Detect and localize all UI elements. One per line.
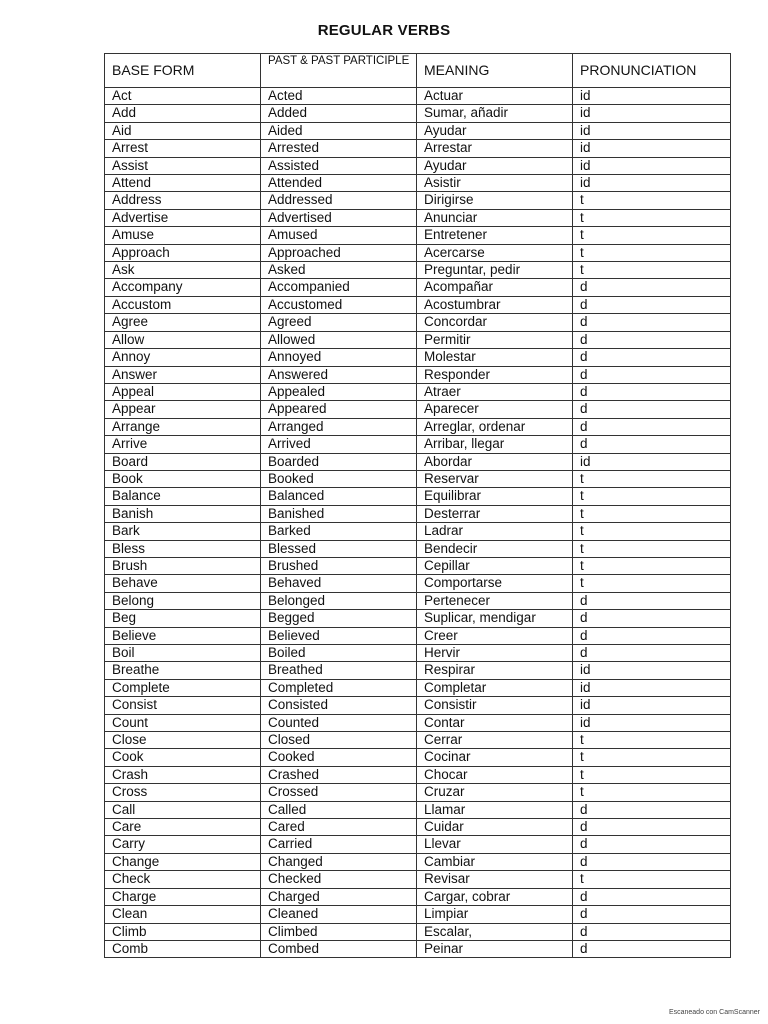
- pronunciation-cell: d: [573, 853, 731, 870]
- table-row: [105, 766, 731, 783]
- table-row: [105, 296, 731, 313]
- pronunciation-cell: d: [573, 331, 731, 348]
- pronunciation-cell: d: [573, 592, 731, 609]
- past-form-cell: Cleaned: [261, 906, 417, 923]
- base-form-cell: Brush: [105, 557, 261, 574]
- pronunciation-cell: t: [573, 784, 731, 801]
- base-form-cell: Approach: [105, 244, 261, 261]
- meaning-cell: Molestar: [417, 349, 573, 366]
- table-row: [105, 105, 731, 122]
- meaning-cell: Suplicar, mendigar: [417, 610, 573, 627]
- past-form-cell: Approached: [261, 244, 417, 261]
- base-form-cell: Charge: [105, 888, 261, 905]
- pronunciation-cell: d: [573, 401, 731, 418]
- pronunciation-cell: t: [573, 244, 731, 261]
- pronunciation-cell: t: [573, 766, 731, 783]
- meaning-cell: Concordar: [417, 314, 573, 331]
- pronunciation-cell: id: [573, 679, 731, 696]
- base-form-cell: Care: [105, 819, 261, 836]
- pronunciation-cell: d: [573, 314, 731, 331]
- table-row: [105, 88, 731, 105]
- meaning-cell: Cambiar: [417, 853, 573, 870]
- base-form-cell: Arrive: [105, 436, 261, 453]
- meaning-cell: Acostumbrar: [417, 296, 573, 313]
- past-form-cell: Accompanied: [261, 279, 417, 296]
- base-form-cell: Belong: [105, 592, 261, 609]
- pronunciation-cell: d: [573, 906, 731, 923]
- meaning-cell: Responder: [417, 366, 573, 383]
- table-row: [105, 871, 731, 888]
- table-row: [105, 523, 731, 540]
- pronunciation-cell: d: [573, 940, 731, 957]
- meaning-cell: Arribar, llegar: [417, 436, 573, 453]
- meaning-cell: Llamar: [417, 801, 573, 818]
- past-form-cell: Believed: [261, 627, 417, 644]
- meaning-cell: Acompañar: [417, 279, 573, 296]
- table-row: [105, 749, 731, 766]
- meaning-cell: Acercarse: [417, 244, 573, 261]
- table-row: [105, 732, 731, 749]
- pronunciation-cell: t: [573, 227, 731, 244]
- table-row: [105, 453, 731, 470]
- base-form-cell: Annoy: [105, 349, 261, 366]
- past-form-cell: Climbed: [261, 923, 417, 940]
- past-form-cell: Banished: [261, 505, 417, 522]
- past-form-cell: Answered: [261, 366, 417, 383]
- pronunciation-cell: t: [573, 209, 731, 226]
- meaning-cell: Peinar: [417, 940, 573, 957]
- base-form-cell: Banish: [105, 505, 261, 522]
- pronunciation-cell: d: [573, 366, 731, 383]
- past-form-cell: Agreed: [261, 314, 417, 331]
- pronunciation-cell: d: [573, 645, 731, 662]
- past-form-cell: Arrested: [261, 140, 417, 157]
- table-row: [105, 227, 731, 244]
- base-form-cell: Comb: [105, 940, 261, 957]
- meaning-cell: Contar: [417, 714, 573, 731]
- past-form-cell: Begged: [261, 610, 417, 627]
- base-form-cell: Call: [105, 801, 261, 818]
- meaning-cell: Cruzar: [417, 784, 573, 801]
- meaning-cell: Llevar: [417, 836, 573, 853]
- base-form-cell: Arrest: [105, 140, 261, 157]
- meaning-cell: Abordar: [417, 453, 573, 470]
- base-form-cell: Behave: [105, 575, 261, 592]
- table-row: [105, 488, 731, 505]
- base-form-cell: Complete: [105, 679, 261, 696]
- meaning-cell: Creer: [417, 627, 573, 644]
- base-form-cell: Balance: [105, 488, 261, 505]
- meaning-cell: Arrestar: [417, 140, 573, 157]
- table-row: [105, 801, 731, 818]
- past-form-cell: Appeared: [261, 401, 417, 418]
- base-form-cell: Attend: [105, 175, 261, 192]
- table-row: [105, 575, 731, 592]
- table-row: [105, 819, 731, 836]
- pronunciation-cell: d: [573, 349, 731, 366]
- pronunciation-cell: id: [573, 453, 731, 470]
- pronunciation-cell: t: [573, 192, 731, 209]
- regular-verbs-table: [104, 53, 731, 958]
- table-row: [105, 383, 731, 400]
- base-form-cell: Carry: [105, 836, 261, 853]
- pronunciation-cell: d: [573, 383, 731, 400]
- past-form-cell: Appealed: [261, 383, 417, 400]
- base-form-cell: Add: [105, 105, 261, 122]
- meaning-cell: Comportarse: [417, 575, 573, 592]
- past-form-cell: Behaved: [261, 575, 417, 592]
- table-row: [105, 940, 731, 957]
- pronunciation-cell: t: [573, 262, 731, 279]
- meaning-cell: Ladrar: [417, 523, 573, 540]
- table-row: [105, 209, 731, 226]
- base-form-cell: Believe: [105, 627, 261, 644]
- pronunciation-cell: d: [573, 296, 731, 313]
- table-row: [105, 627, 731, 644]
- table-row: [105, 470, 731, 487]
- table-row: [105, 192, 731, 209]
- base-form-cell: Change: [105, 853, 261, 870]
- page-title: REGULAR VERBS: [317, 22, 451, 39]
- meaning-cell: Pertenecer: [417, 592, 573, 609]
- base-form-cell: Crash: [105, 766, 261, 783]
- past-form-cell: Blessed: [261, 540, 417, 557]
- base-form-cell: Book: [105, 470, 261, 487]
- meaning-cell: Entretener: [417, 227, 573, 244]
- base-form-cell: Appeal: [105, 383, 261, 400]
- pronunciation-cell: t: [573, 540, 731, 557]
- base-form-cell: Ask: [105, 262, 261, 279]
- meaning-cell: Cargar, cobrar: [417, 888, 573, 905]
- meaning-cell: Equilibrar: [417, 488, 573, 505]
- table-row: [105, 122, 731, 139]
- table-row: [105, 140, 731, 157]
- past-form-cell: Annoyed: [261, 349, 417, 366]
- table-row: [105, 679, 731, 696]
- header-pronunciation: PRONUNCIATION: [573, 54, 731, 88]
- base-form-cell: Cook: [105, 749, 261, 766]
- table-row: [105, 557, 731, 574]
- table-row: [105, 697, 731, 714]
- table-row: [105, 592, 731, 609]
- meaning-cell: Aparecer: [417, 401, 573, 418]
- pronunciation-cell: t: [573, 470, 731, 487]
- meaning-cell: Reservar: [417, 470, 573, 487]
- table-row: [105, 836, 731, 853]
- table-row: [105, 418, 731, 435]
- past-form-cell: Cooked: [261, 749, 417, 766]
- pronunciation-cell: t: [573, 575, 731, 592]
- base-form-cell: Aid: [105, 122, 261, 139]
- pronunciation-cell: id: [573, 122, 731, 139]
- base-form-cell: Cross: [105, 784, 261, 801]
- pronunciation-cell: t: [573, 749, 731, 766]
- pronunciation-cell: t: [573, 488, 731, 505]
- meaning-cell: Revisar: [417, 871, 573, 888]
- table-row: [105, 662, 731, 679]
- pronunciation-cell: id: [573, 88, 731, 105]
- base-form-cell: Beg: [105, 610, 261, 627]
- meaning-cell: Permitir: [417, 331, 573, 348]
- meaning-cell: Dirigirse: [417, 192, 573, 209]
- base-form-cell: Consist: [105, 697, 261, 714]
- table-row: [105, 279, 731, 296]
- past-form-cell: Checked: [261, 871, 417, 888]
- base-form-cell: Accustom: [105, 296, 261, 313]
- meaning-cell: Sumar, añadir: [417, 105, 573, 122]
- table-row: [105, 262, 731, 279]
- base-form-cell: Advertise: [105, 209, 261, 226]
- table-header-row: [105, 54, 731, 88]
- table-body: [105, 88, 731, 958]
- table-row: [105, 505, 731, 522]
- meaning-cell: Bendecir: [417, 540, 573, 557]
- meaning-cell: Preguntar, pedir: [417, 262, 573, 279]
- pronunciation-cell: id: [573, 140, 731, 157]
- pronunciation-cell: id: [573, 157, 731, 174]
- past-form-cell: Carried: [261, 836, 417, 853]
- past-form-cell: Attended: [261, 175, 417, 192]
- past-form-cell: Combed: [261, 940, 417, 957]
- pronunciation-cell: d: [573, 888, 731, 905]
- table-row: [105, 645, 731, 662]
- pronunciation-cell: t: [573, 557, 731, 574]
- pronunciation-cell: id: [573, 105, 731, 122]
- meaning-cell: Cepillar: [417, 557, 573, 574]
- past-form-cell: Aided: [261, 122, 417, 139]
- table-row: [105, 314, 731, 331]
- base-form-cell: Appear: [105, 401, 261, 418]
- base-form-cell: Act: [105, 88, 261, 105]
- meaning-cell: Ayudar: [417, 122, 573, 139]
- meaning-cell: Chocar: [417, 766, 573, 783]
- base-form-cell: Count: [105, 714, 261, 731]
- table-row: [105, 244, 731, 261]
- past-form-cell: Cared: [261, 819, 417, 836]
- past-form-cell: Allowed: [261, 331, 417, 348]
- past-form-cell: Called: [261, 801, 417, 818]
- table-row: [105, 906, 731, 923]
- past-form-cell: Barked: [261, 523, 417, 540]
- past-form-cell: Acted: [261, 88, 417, 105]
- meaning-cell: Anunciar: [417, 209, 573, 226]
- table-row: [105, 714, 731, 731]
- base-form-cell: Climb: [105, 923, 261, 940]
- base-form-cell: Amuse: [105, 227, 261, 244]
- base-form-cell: Bark: [105, 523, 261, 540]
- meaning-cell: Limpiar: [417, 906, 573, 923]
- header-meaning: MEANING: [417, 54, 573, 88]
- pronunciation-cell: id: [573, 714, 731, 731]
- past-form-cell: Accustomed: [261, 296, 417, 313]
- past-form-cell: Crashed: [261, 766, 417, 783]
- past-form-cell: Booked: [261, 470, 417, 487]
- table-row: [105, 540, 731, 557]
- past-form-cell: Breathed: [261, 662, 417, 679]
- header-base-form: BASE FORM: [105, 54, 261, 88]
- past-form-cell: Consisted: [261, 697, 417, 714]
- past-form-cell: Charged: [261, 888, 417, 905]
- table-row: [105, 923, 731, 940]
- base-form-cell: Close: [105, 732, 261, 749]
- past-form-cell: Asked: [261, 262, 417, 279]
- pronunciation-cell: d: [573, 418, 731, 435]
- pronunciation-cell: d: [573, 923, 731, 940]
- header-past-participle: PAST & PAST PARTICIPLE: [261, 54, 417, 88]
- base-form-cell: Check: [105, 871, 261, 888]
- meaning-cell: Desterrar: [417, 505, 573, 522]
- pronunciation-cell: t: [573, 732, 731, 749]
- meaning-cell: Cuidar: [417, 819, 573, 836]
- base-form-cell: Answer: [105, 366, 261, 383]
- meaning-cell: Ayudar: [417, 157, 573, 174]
- base-form-cell: Allow: [105, 331, 261, 348]
- past-form-cell: Boarded: [261, 453, 417, 470]
- meaning-cell: Actuar: [417, 88, 573, 105]
- table-row: [105, 349, 731, 366]
- past-form-cell: Completed: [261, 679, 417, 696]
- past-form-cell: Boiled: [261, 645, 417, 662]
- pronunciation-cell: d: [573, 819, 731, 836]
- meaning-cell: Consistir: [417, 697, 573, 714]
- base-form-cell: Arrange: [105, 418, 261, 435]
- table-row: [105, 436, 731, 453]
- base-form-cell: Clean: [105, 906, 261, 923]
- pronunciation-cell: t: [573, 505, 731, 522]
- meaning-cell: Cocinar: [417, 749, 573, 766]
- base-form-cell: Bless: [105, 540, 261, 557]
- past-form-cell: Balanced: [261, 488, 417, 505]
- pronunciation-cell: d: [573, 627, 731, 644]
- table-row: [105, 888, 731, 905]
- past-form-cell: Belonged: [261, 592, 417, 609]
- past-form-cell: Arranged: [261, 418, 417, 435]
- past-form-cell: Crossed: [261, 784, 417, 801]
- meaning-cell: Arreglar, ordenar: [417, 418, 573, 435]
- scanner-watermark: Escaneado con CamScanner: [668, 1009, 760, 1016]
- past-form-cell: Arrived: [261, 436, 417, 453]
- table-row: [105, 366, 731, 383]
- past-form-cell: Counted: [261, 714, 417, 731]
- past-form-cell: Assisted: [261, 157, 417, 174]
- pronunciation-cell: t: [573, 871, 731, 888]
- base-form-cell: Board: [105, 453, 261, 470]
- meaning-cell: Cerrar: [417, 732, 573, 749]
- meaning-cell: Asistir: [417, 175, 573, 192]
- table-row: [105, 610, 731, 627]
- base-form-cell: Boil: [105, 645, 261, 662]
- base-form-cell: Assist: [105, 157, 261, 174]
- pronunciation-cell: id: [573, 697, 731, 714]
- base-form-cell: Address: [105, 192, 261, 209]
- past-form-cell: Brushed: [261, 557, 417, 574]
- pronunciation-cell: id: [573, 175, 731, 192]
- past-form-cell: Amused: [261, 227, 417, 244]
- table-row: [105, 175, 731, 192]
- table-row: [105, 331, 731, 348]
- past-form-cell: Advertised: [261, 209, 417, 226]
- past-form-cell: Closed: [261, 732, 417, 749]
- table-row: [105, 401, 731, 418]
- past-form-cell: Addressed: [261, 192, 417, 209]
- meaning-cell: Respirar: [417, 662, 573, 679]
- pronunciation-cell: d: [573, 610, 731, 627]
- base-form-cell: Breathe: [105, 662, 261, 679]
- table-row: [105, 784, 731, 801]
- pronunciation-cell: d: [573, 436, 731, 453]
- meaning-cell: Hervir: [417, 645, 573, 662]
- meaning-cell: Escalar,: [417, 923, 573, 940]
- base-form-cell: Accompany: [105, 279, 261, 296]
- meaning-cell: Completar: [417, 679, 573, 696]
- pronunciation-cell: d: [573, 801, 731, 818]
- pronunciation-cell: id: [573, 662, 731, 679]
- pronunciation-cell: d: [573, 836, 731, 853]
- base-form-cell: Agree: [105, 314, 261, 331]
- pronunciation-cell: t: [573, 523, 731, 540]
- table-row: [105, 853, 731, 870]
- table-row: [105, 157, 731, 174]
- pronunciation-cell: d: [573, 279, 731, 296]
- past-form-cell: Added: [261, 105, 417, 122]
- past-form-cell: Changed: [261, 853, 417, 870]
- meaning-cell: Atraer: [417, 383, 573, 400]
